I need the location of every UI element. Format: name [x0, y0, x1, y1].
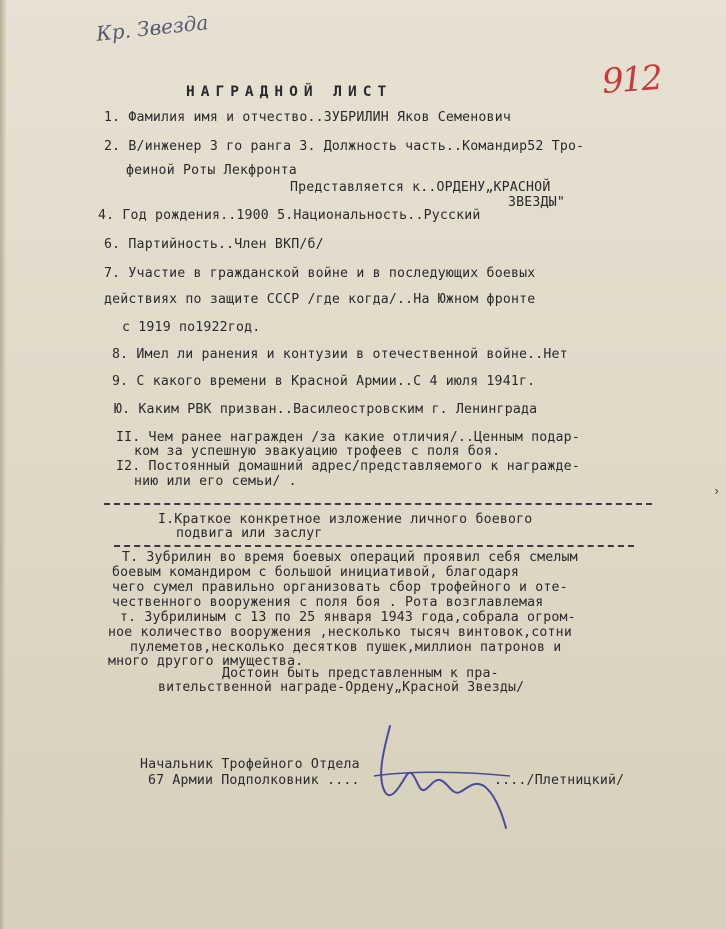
section-heading-line-2: подвига или заслуг	[176, 526, 323, 541]
line-11-previous-awards: II. Чем ранее награжден /за какие отличия/..Ценным подар-	[116, 430, 580, 445]
line-10-draft-office: Ю. Каким РВК призван..Василеостровским г. Ленинграда	[114, 402, 538, 417]
handwritten-signature	[360, 716, 530, 836]
line-2-continuation: феиной Роты Лекфронта	[126, 163, 297, 178]
line-6-party: 6. Партийность..Член ВКП/б/	[104, 237, 324, 252]
body-line-9: Достоин быть представленным к пра-	[222, 666, 499, 681]
line-7-continuation: действиях по защите СССР /где когда/..На Южном фронте	[104, 292, 536, 307]
body-line-5: т. Зубрилиным с 13 по 25 января 1943 года,собрала огром-	[120, 610, 576, 625]
line-9-army-since: 9. С какого времени в Красной Армии..С 4 июля 1941г.	[112, 374, 536, 389]
line-7-civil-war: 7. Участие в гражданской войне и в последующих боевых	[104, 266, 536, 281]
page-edge-arrow-icon: ›	[713, 484, 721, 498]
line-nominated-for-cont: ЗВЕЗДЫ"	[508, 195, 565, 210]
divider-top	[104, 503, 652, 505]
section-heading-line-1: I.Краткое конкретное изложение личного боевого	[158, 512, 533, 527]
body-line-10: вительственной награде-Ордену„Красной Звезды/	[158, 680, 525, 695]
signature-block-title: Начальник Трофейного Отдела	[140, 757, 360, 772]
line-12-home-address: I2. Постоянный домашний адрес/представляемого к награжде-	[116, 459, 580, 474]
line-nominated-for: Представляется к..ОРДЕНУ„КРАСНОЙ	[290, 180, 551, 195]
signature-block-rank: 67 Армии Подполковник ....	[148, 773, 360, 788]
divider-bottom	[114, 545, 634, 547]
body-line-3: чего сумел правильно организовать сбор трофейного и оте-	[112, 580, 568, 595]
body-line-7: пулеметов,несколько десятков пушек,миллион патронов и	[130, 640, 562, 655]
line-1-name: 1. Фамилия имя и отчество..ЗУБРИЛИН Яков Семенович	[104, 110, 511, 125]
line-4-birth-nationality: 4. Год рождения..1900 5.Национальность..Русский	[98, 208, 481, 223]
line-8-wounds: 8. Имел ли ранения и контузии в отечественной войне..Нет	[112, 347, 568, 362]
signature-block-name: ..../Плетницкий/	[494, 773, 625, 788]
line-11-continuation: ком за успешную эвакуацию трофеев с поля боя.	[134, 444, 501, 459]
body-line-8: много другого имущества.	[108, 654, 304, 669]
handwritten-note-top-left: Кр. Звезда	[95, 10, 210, 46]
body-line-4: чественного вооружения с поля боя . Рота возглавлемая	[112, 595, 544, 610]
body-line-2: боевым командиром с большой инициативой, благодаря	[112, 565, 519, 580]
handwritten-number-top-right: 912	[600, 57, 663, 103]
line-12-continuation: нию или его семьи/ .	[134, 474, 297, 489]
body-line-6: ное количество вооружения ,несколько тысяч винтовок,сотни	[108, 625, 572, 640]
page-fold-edge	[0, 0, 6, 929]
document-title: НАГРАДНОЙ ЛИСТ	[186, 84, 393, 100]
line-2-rank-position: 2. В/инженер 3 го ранга 3. Должность часть..Командир52 Тро-	[104, 139, 585, 154]
body-line-1: Т. Зубрилин во время боевых операций проявил себя смелым	[122, 550, 578, 565]
line-7-years: с 1919 по1922год.	[122, 320, 261, 335]
